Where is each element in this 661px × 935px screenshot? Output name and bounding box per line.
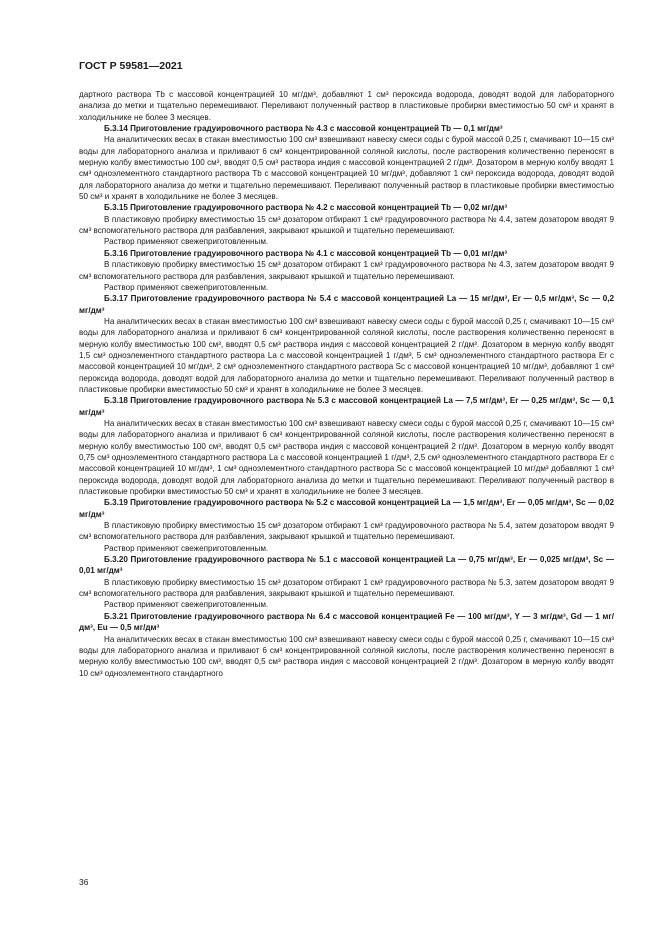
page-header: ГОСТ Р 59581—2021 [79,60,183,72]
paragraph: На аналитических весах в стакан вместимостью 100 см³ взвешивают навеску смеси соды с бурой массой 0,25 г, смачивают 10—15 см³ воды для лабораторного анализа и приливают 6 см³ концентрированной соляной кислоты, после растворения количественно переносят в мерную колбу вместимостью 100 см³, вводят 0,5 см³ раствора индия с массовой концентрацией 2 г/дм³. Дозатором в мерную колбу вводят 1,5 см³ одноэлементного стандартного раствора La с массовой концентрацией 1 г/дм³, 5 см³ одноэлементного стандартного раствора Er с массовой концентрацией 10 мг/дм³, 2 см³ одноэлементного стандартного раствора Sc с массовой концентрацией 10 мг/дм³, добавляют 1 см³ пероксида водорода, доводят водой для лабораторного анализа до метки и тщательно перемешивают. Переливают полученный раствор в пластиковые пробирки вместимостью 50 см³ и хранят в холодильнике не более 3 месяцев. [79,316,614,394]
paragraph: На аналитических весах в стакан вместимостью 100 см³ взвешивают навеску смеси соды с бурой массой 0,25 г, смачивают 10—15 см³ воды для лабораторного анализа и приливают 6 см³ концентрированной соляной кислоты, после растворения количественно переносят в мерную колбу вместимостью 100 см³, вводят 0,5 см³ раствора индия с массовой концентрацией 2 г/дм³. Дозатором в мерную колбу вводят 1 см³ одноэлементного стандартного раствора Tb с массовой концентрацией 10 мг/дм³, добавляют 1 см³ пероксида водорода, доводят водой для лабораторного анализа до метки и тщательно перемешивают. Переливают полученный раствор в пластиковые пробирки вместимостью 50 см³ и хранят в холодильнике не более 3 месяцев. [79,135,614,202]
paragraph: На аналитических весах в стакан вместимостью 100 см³ взвешивают навеску смеси соды с бурой массой 0,25 г, смачивают 10—15 см³ воды для лабораторного анализа и приливают 6 см³ концентрированной соляной кислоты, после растворения количественно переносят в мерную колбу вместимостью 100 см³, вводят 0,5 см³ раствора индия с массовой концентрацией 2 г/дм³. Дозатором в мерную колбу вводят 0,75 см³ одноэлементного стандартного раствора La с массовой концентрацией 1 г/дм³, 2,5 см³ одноэлементного стандартного раствора Er с массовой концентрацией 10 мг/дм³, 1 см³ одноэлементного стандартного раствора Sc с массовой концентрацией 10 мг/дм³ добавляют 1 см³ пероксида водорода, доводят водой для лабораторного анализа до метки и тщательно перемешивают. Переливают полученный раствор в пластиковые пробирки вместимостью 50 см³ и хранят в холодильнике не более 3 месяцев. [79,418,614,497]
document-body [79,89,614,679]
paragraph: В пластиковую пробирку вместимостью 15 см³ дозатором отбирают 1 см³ градуировочного раствора № 5.4, затем дозатором вводят 9 см³ вспомогательного раствора для разбавления, закрывают крышкой и тщательно перемешивают. [79,521,614,542]
section-heading-b3-20: Б.3.20 Приготовление градуировочного раствора № 5.1 с массовой концентрацией La — 0,75 мг/дм³, Er — 0,025 мг/дм³, Sc — 0,01 мг/дм³ [79,555,614,576]
paragraph-continuation: дартного раствора Tb с массовой концентрацией 10 мг/дм³, добавляют 1 см³ пероксида водорода, доводят водой для лабораторного анализа до метки и тщательно перемешивают. Переливают полученный раствор в пластиковые пробирки вместимостью 50 см³ и хранят в холодильнике не более 3 месяцев. [79,90,614,122]
paragraph-note: Раствор применяют свежеприготовленным. [104,600,269,610]
section-heading-b3-18: Б.3.18 Приготовление градуировочного раствора № 5.3 с массовой концентрацией La — 7,5 мг/дм³, Er — 0,25 мг/дм³, Sc — 0,1 мг/дм³ [79,396,614,417]
paragraph-note: Раствор применяют свежеприготовленным. [104,282,269,292]
paragraph: В пластиковую пробирку вместимостью 15 см³ дозатором отбирают 1 см³ градуировочного раствора № 4.3, затем дозатором вводят 9 см³ вспомогательного раствора для разбавления, закрывают крышкой и тщательно перемешивают. [79,260,614,281]
section-heading-b3-21: Б.3.21 Приготовление градуировочного раствора № 6.4 с массовой концентрацией Fe — 100 мг/дм³, Y — 3 мг/дм³, Gd — 1 мг/дм³, Eu — 0,5 мг/дм³ [79,611,614,633]
paragraph: В пластиковую пробирку вместимостью 15 см³ дозатором отбирают 1 см³ градуировочного раствора № 4.4, затем дозатором вводят 9 см³ вспомогательного раствора для разбавления, закрывают крышкой и тщательно перемешивают. [79,214,614,236]
section-heading-b3-14: Б.3.14 Приготовление градуировочного раствора № 4.3 с массовой концентрацией Tb — 0,1 мг/дм³ [104,124,503,134]
section-heading-b3-15: Б.3.15 Приготовление градуировочного раствора № 4.2 с массовой концентрацией Tb — 0,02 мг/дм³ [104,203,508,213]
section-heading-b3-16: Б.3.16 Приготовление градуировочного раствора № 4.1 с массовой концентрацией Tb — 0,01 мг/дм³ [104,248,508,258]
paragraph: В пластиковую пробирку вместимостью 15 см³ дозатором отбирают 1 см³ градуировочного раствора № 5.3, затем дозатором вводят 9 см³ вспомогательного раствора для разбавления, закрывают крышкой и тщательно перемешивают. [79,577,614,599]
section-heading-b3-19: Б.3.19 Приготовление градуировочного раствора № 5.2 с массовой концентрацией La — 1,5 мг/дм³, Er — 0,05 мг/дм³, Sc — 0,02 мг/дм³ [79,498,614,519]
paragraph: На аналитических весах в стакан вместимостью 100 см³ взвешивают навеску смеси соды с бурой массой 0,25 г, смачивают 10—15 см³ воды для лабораторного анализа и приливают 6 см³ концентрированной соляной кислоты, после растворения количественно переносят в мерную колбу вместимостью 100 см³, вводят 0,5 см³ раствора индия с массовой концентрацией 2 г/дм³. Дозатором в мерную колбу вводят 10 см³ одноэлементного стандартного [79,634,614,678]
section-heading-b3-17: Б.3.17 Приготовление градуировочного раствора № 5.4 с массовой концентрацией La — 15 мг/дм³, Er — 0,5 мг/дм³, Sc — 0,2 мг/дм³ [79,294,614,315]
paragraph-note: Раствор применяют свежеприготовленным. [104,237,269,247]
page-number: 36 [79,877,89,887]
paragraph-note: Раствор применяют свежеприготовленным. [104,543,269,553]
